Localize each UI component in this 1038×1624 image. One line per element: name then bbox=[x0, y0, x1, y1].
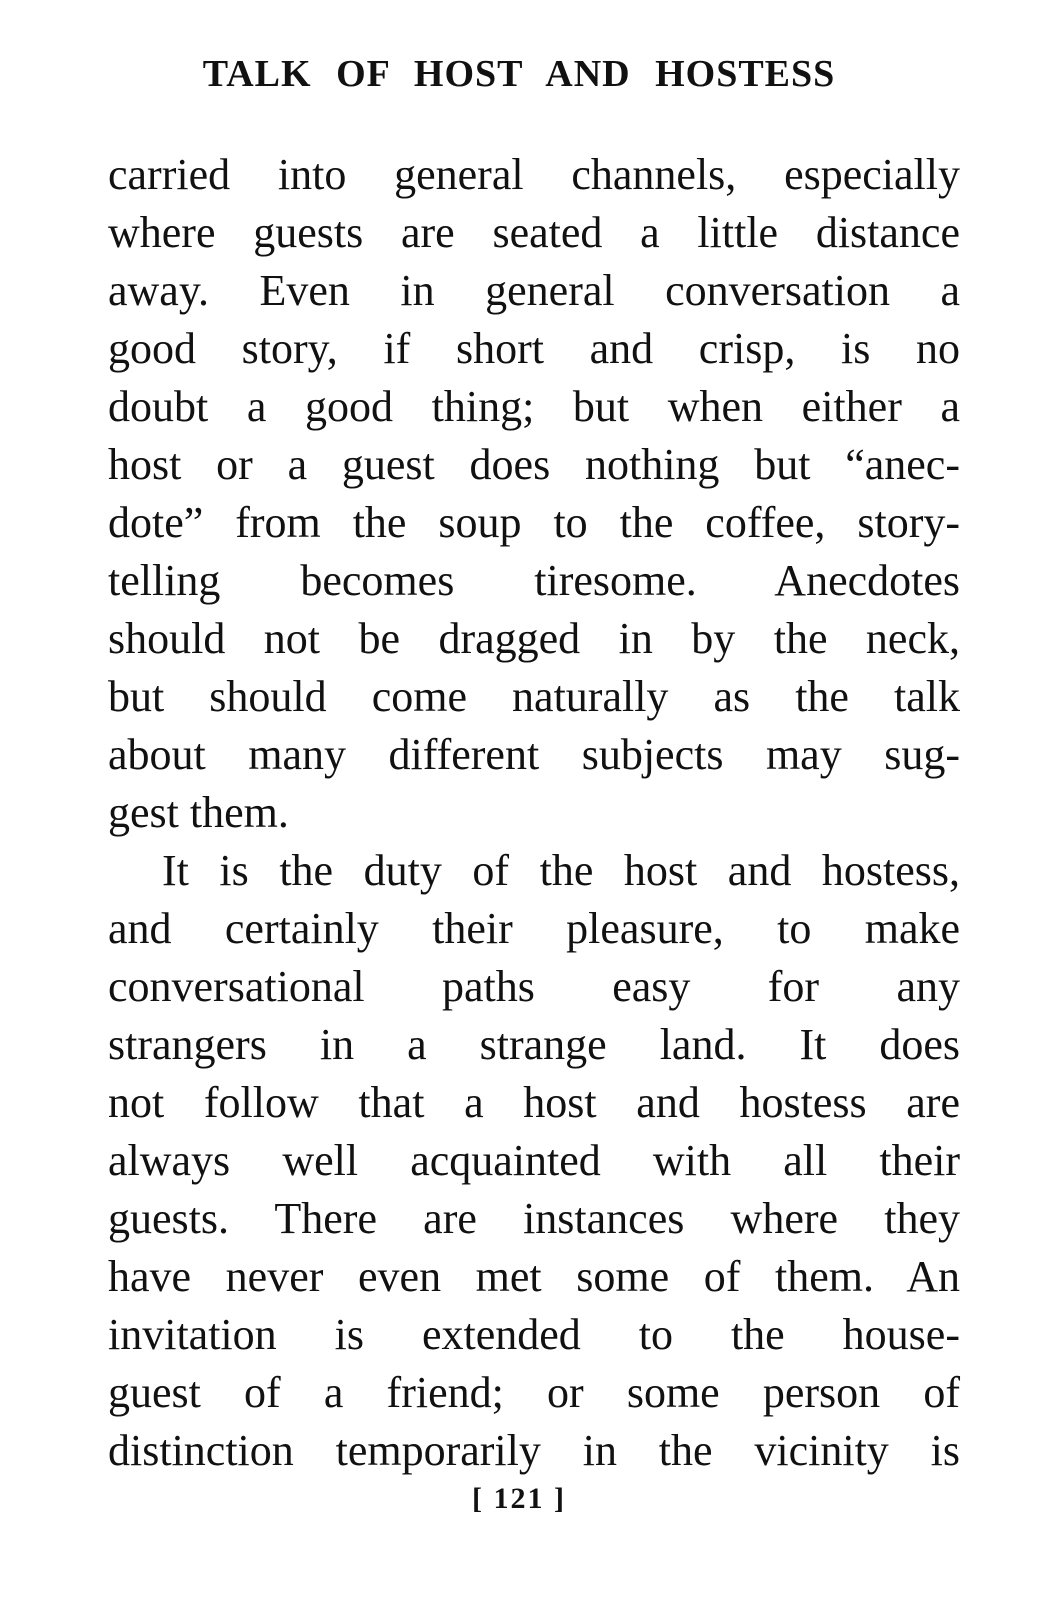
text-line: always well acquainted with all their bbox=[108, 1136, 960, 1185]
text-line: but should come naturally as the talk bbox=[108, 672, 960, 721]
text-line: should not be dragged in by the neck, bbox=[108, 614, 960, 663]
text-line: host or a guest does nothing but “anec- bbox=[108, 440, 960, 489]
text-line: and certainly their pleasure, to make bbox=[108, 904, 960, 953]
text-line: gest them. bbox=[108, 788, 289, 837]
text-line: where guests are seated a little distance bbox=[108, 208, 960, 257]
text-line: away. Even in general conversation a bbox=[108, 266, 960, 315]
body-text bbox=[108, 146, 960, 1480]
text-line: doubt a good thing; but when either a bbox=[108, 382, 960, 431]
running-head: TALK OF HOST AND HOSTESS bbox=[202, 53, 836, 95]
page-number: [ 121 ] bbox=[472, 1482, 566, 1515]
text-line: strangers in a strange land. It does bbox=[108, 1020, 960, 1069]
text-line: have never even met some of them. An bbox=[108, 1252, 960, 1301]
text-line: conversational paths easy for any bbox=[108, 962, 960, 1011]
text-line: telling becomes tiresome. Anecdotes bbox=[108, 556, 960, 605]
text-line: dote” from the soup to the coffee, story- bbox=[108, 498, 960, 547]
text-line: carried into general channels, especially bbox=[108, 150, 960, 199]
paragraph-2 bbox=[108, 842, 960, 1480]
text-line: guests. There are instances where they bbox=[108, 1194, 960, 1243]
paragraph-1 bbox=[108, 146, 960, 842]
text-line: distinction temporarily in the vicinity is bbox=[108, 1426, 960, 1475]
text-line: not follow that a host and hostess are bbox=[108, 1078, 960, 1127]
text-line: about many different subjects may sug- bbox=[108, 730, 960, 779]
text-line: good story, if short and crisp, is no bbox=[108, 324, 960, 373]
text-line: guest of a friend; or some person of bbox=[108, 1368, 960, 1417]
text-line: It is the duty of the host and hostess, bbox=[162, 846, 960, 895]
text-line: invitation is extended to the house- bbox=[108, 1310, 960, 1359]
